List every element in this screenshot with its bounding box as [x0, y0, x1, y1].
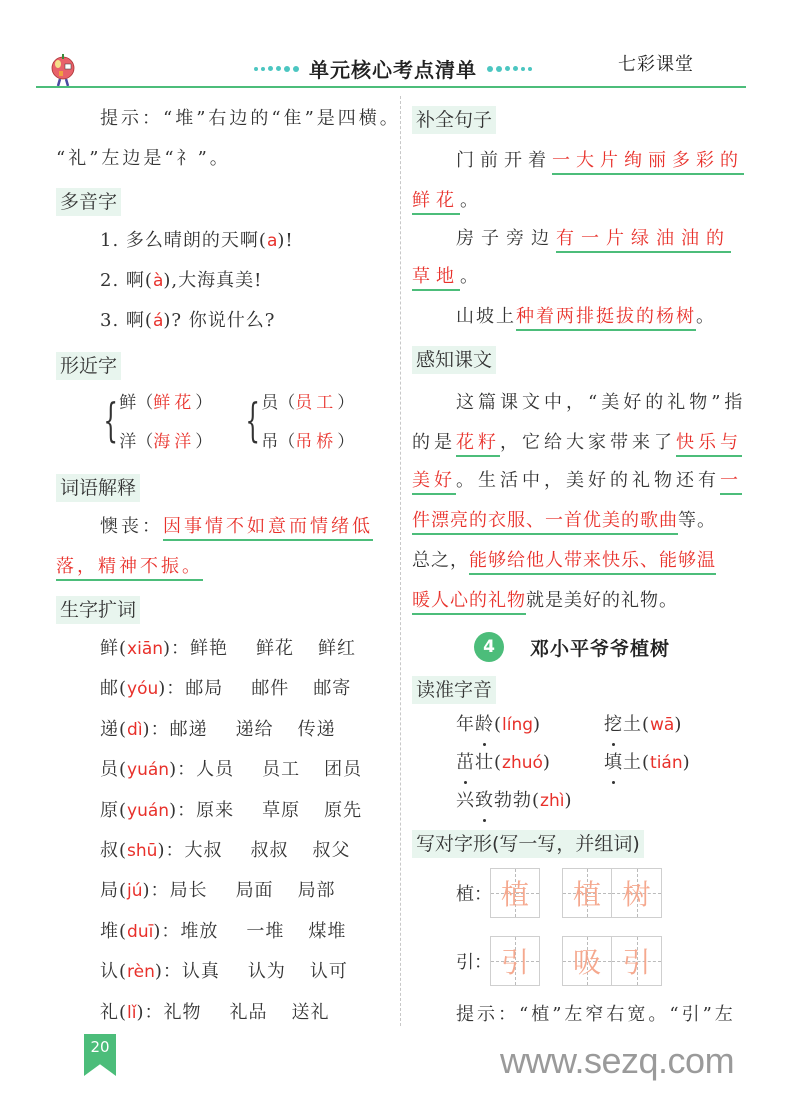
writing-hint: 提示：“植”左窄右宽。“引”左 — [456, 1004, 736, 1025]
section-heading-reading: 读准字音 — [412, 676, 496, 704]
writing-grid-row: 植： 植 植 树 — [456, 868, 662, 918]
reading-item: 兴致勃勃(zhì) — [456, 788, 572, 814]
reading-item: 年龄(líng) — [456, 712, 541, 738]
sentence-2-line-2: 草地。 — [412, 264, 484, 290]
writing-cell: 引 — [490, 936, 540, 986]
sentence-3: 山坡上种着两排挺拔的杨树。 — [456, 304, 716, 330]
expand-row: 局(jú)：局长 局面 局部 — [100, 880, 336, 902]
writing-cell: 植 — [490, 868, 540, 918]
header-title-group — [254, 54, 532, 83]
apple-mascot-icon — [50, 54, 80, 88]
perceive-line-2: 的是花籽，它给大家带来了快乐与 — [412, 430, 742, 456]
section-heading-expand: 生字扩词 — [56, 596, 140, 624]
reading-item: 填土(tián) — [604, 750, 691, 776]
hint-line-1: 提示：“堆”右边的“隹”是四横。 — [100, 108, 401, 129]
expand-row: 认(rèn)：认真 认为 认可 — [100, 961, 348, 983]
perceive-line-3: 美好。生活中，美好的礼物还有一 — [412, 468, 742, 494]
expand-row: 礼(lǐ)：礼物 礼品 送礼 — [100, 1001, 330, 1023]
brace-icon: { — [245, 393, 260, 447]
sentence-1-line-1: 门前开着一大片绚丽多彩的 — [456, 148, 744, 174]
sentence-2-line-1: 房子旁边有一片绿油油的 — [456, 226, 731, 252]
page-header — [36, 40, 746, 88]
polyphone-item: 1. 多么晴朗的天啊(a)! — [100, 230, 294, 251]
column-divider — [400, 96, 401, 1026]
section-heading-explain: 词语解释 — [56, 474, 140, 502]
expand-row: 邮(yóu)：邮局 邮件 邮寄 — [100, 678, 352, 700]
writing-cell: 吸 — [562, 936, 612, 986]
lesson-title: 邓小平爷爷植树 — [530, 638, 671, 660]
sentence-1-line-2: 鲜花。 — [412, 188, 484, 214]
brace-icon: { — [103, 393, 118, 447]
expand-row: 鲜(xiān)：鲜艳 鲜花 鲜红 — [100, 638, 357, 659]
page-number: 20 — [90, 1038, 110, 1056]
writing-grid-row: 引： 引 吸 引 — [456, 936, 662, 986]
reading-item: 茁壮(zhuó) — [456, 750, 551, 776]
decorative-dots-right — [487, 66, 532, 72]
explain-line-1: 懊丧：因事情不如意而情绪低 — [100, 514, 373, 540]
polyphone-item: 2. 啊(à),大海真美! — [100, 270, 263, 291]
expand-row: 原(yuán)：原来 草原 原先 — [100, 799, 363, 821]
brand-name: 七彩课堂 — [618, 54, 694, 75]
decorative-dots-left — [254, 66, 299, 72]
similar-char-group: { 员（员工） 吊（吊桥） — [238, 388, 354, 452]
lesson-number-badge: 4 — [474, 632, 504, 662]
perceive-line-4: 件漂亮的衣服、一首优美的歌曲等。 — [412, 508, 716, 534]
perceive-line-5: 总之，能够给他人带来快乐、能够温 — [412, 548, 716, 574]
expand-row: 叔(shū)：大叔 叔叔 叔父 — [100, 840, 351, 861]
section-heading-writing: 写对字形(写一写，并组词) — [412, 830, 644, 858]
writing-cell: 树 — [612, 868, 662, 918]
polyphone-item: 3. 啊(á)? 你说什么? — [100, 310, 276, 331]
perceive-line-6: 暖人心的礼物就是美好的礼物。 — [412, 588, 678, 614]
hint-line-2: “礼”左边是“礻”。 — [56, 148, 231, 169]
watermark: www.sezq.com — [500, 1040, 735, 1081]
writing-cell: 植 — [562, 868, 612, 918]
section-heading-polyphone: 多音字 — [56, 188, 121, 216]
explain-line-2: 落，精神不振。 — [56, 554, 203, 580]
section-heading-perceive: 感知课文 — [412, 346, 496, 374]
expand-row: 递(dì)：邮递 递给 传递 — [100, 718, 336, 740]
section-heading-similar: 形近字 — [56, 352, 121, 380]
header-rule — [36, 86, 746, 88]
perceive-line-1: 这篇课文中，“美好的礼物”指 — [456, 392, 747, 413]
writing-cell: 引 — [612, 936, 662, 986]
section-heading-complete: 补全句子 — [412, 106, 496, 134]
similar-char-group: { 鲜（鲜花） 洋（海洋） — [96, 388, 212, 452]
reading-item: 挖土(wā) — [604, 712, 682, 738]
expand-row: 员(yuán)：人员 员工 团员 — [100, 759, 363, 781]
header-title: 单元核心考点清单 — [309, 58, 477, 82]
expand-row: 堆(duī)：堆放 一堆 煤堆 — [100, 920, 347, 942]
